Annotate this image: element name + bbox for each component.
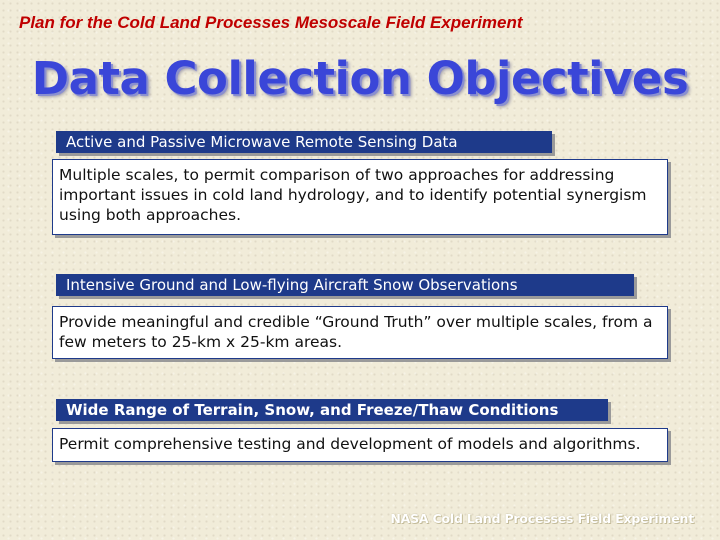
section-body-terrain-conditions: Permit comprehensive testing and development of models and algorithms. [52,428,668,462]
slide-subtitle: Plan for the Cold Land Processes Mesoscale Field Experiment [19,13,523,32]
section-body-microwave: Multiple scales, to permit comparison of two approaches for addressing important issues in cold land hydrology, and to identify potential synergism using both approaches. [52,159,668,235]
footer-text: NASA Cold Land Processes Field Experiment [390,511,694,526]
section-heading-microwave: Active and Passive Microwave Remote Sensing Data [56,131,552,153]
section-heading-terrain-conditions: Wide Range of Terrain, Snow, and Freeze/Thaw Conditions [56,399,608,421]
section-heading-ground-observations: Intensive Ground and Low-flying Aircraft Snow Observations [56,274,634,296]
section-body-ground-observations: Provide meaningful and credible “Ground Truth” over multiple scales, from a few meters to 25-km x 25-km areas. [52,306,668,359]
slide-title: Data Collection Objectives [31,52,689,105]
